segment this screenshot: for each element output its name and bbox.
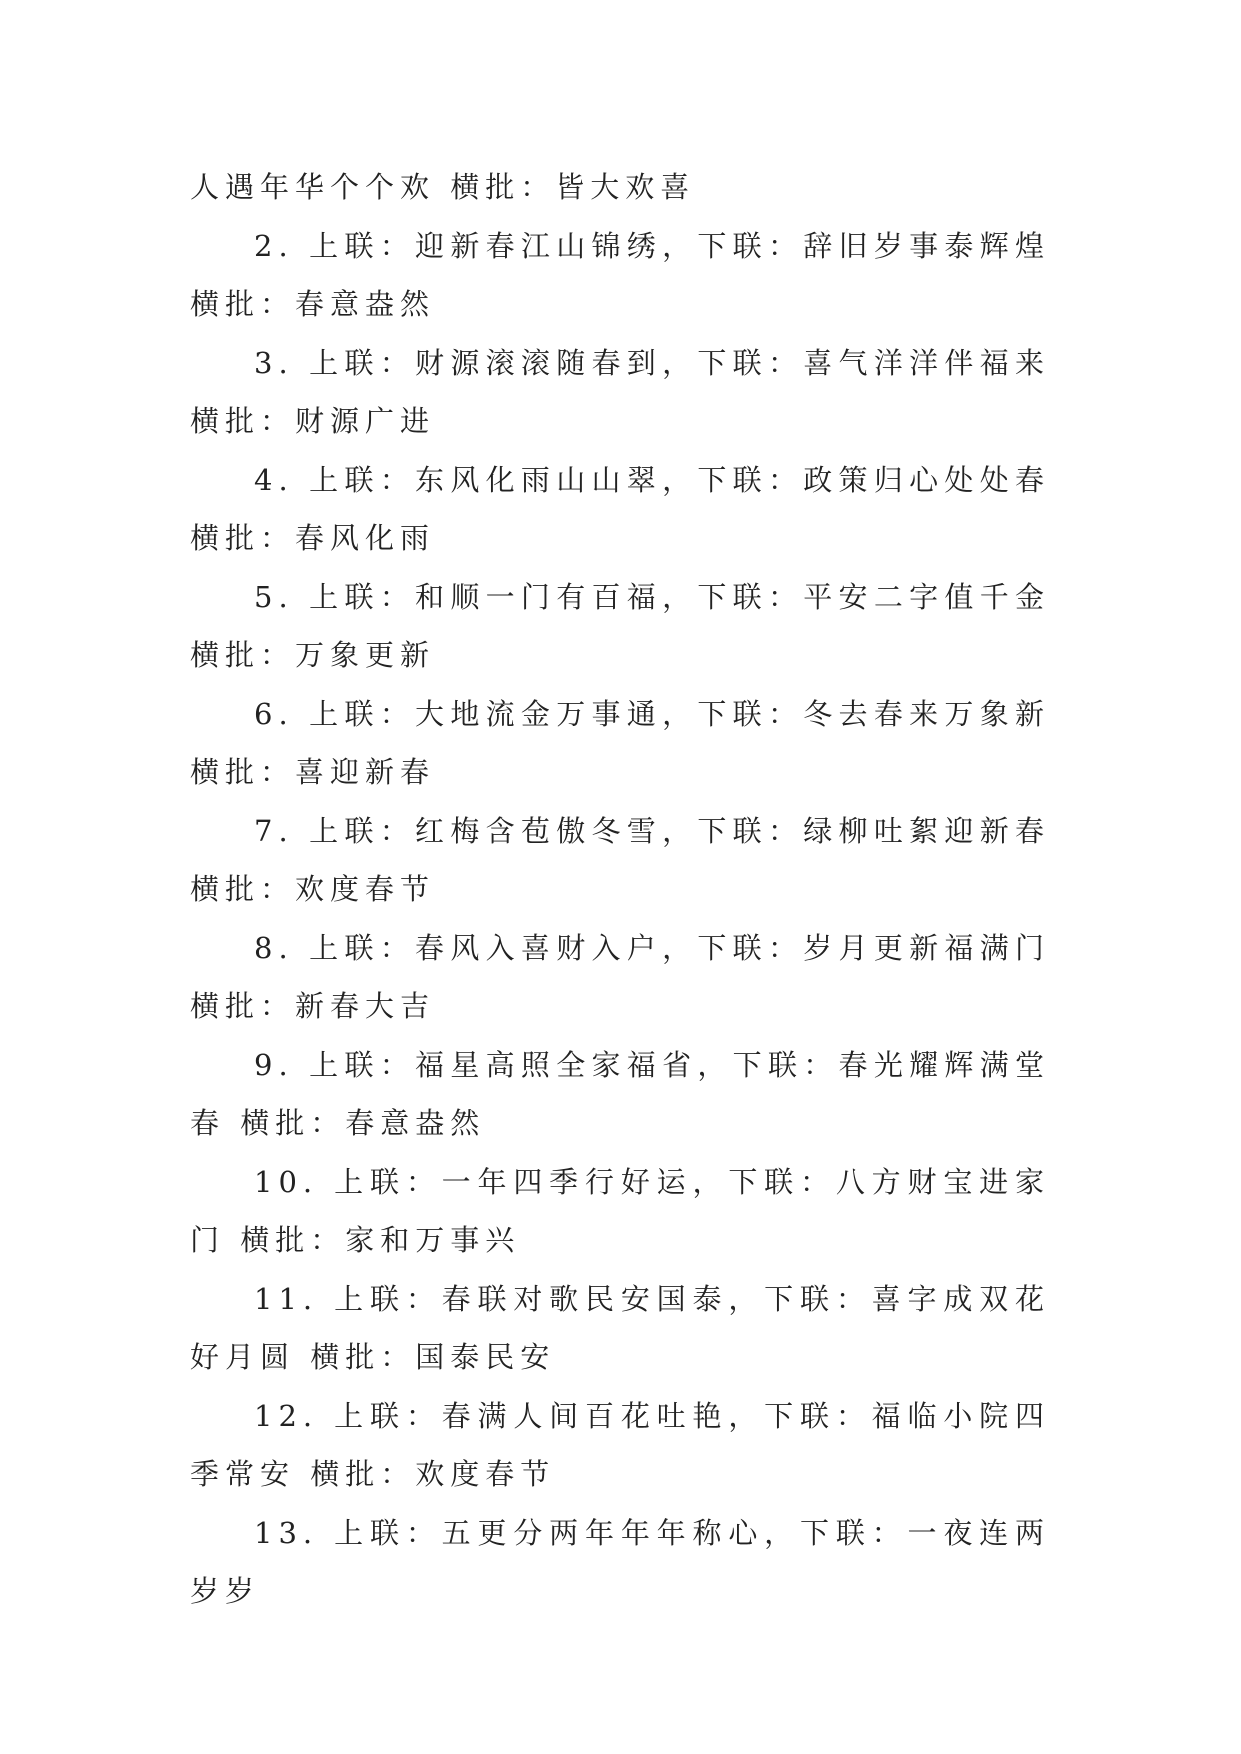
couplet-item-2: 2. 上联：迎新春江山锦绣，下联：辞旧岁事泰辉煌 横批：春意盎然 xyxy=(190,228,1050,321)
paragraph-continued: 人遇年华个个欢 横批：皆大欢喜 xyxy=(190,170,696,204)
couplet-item-7: 7. 上联：红梅含苞傲冬雪，下联：绿柳吐絮迎新春 横批：欢度春节 xyxy=(190,813,1050,906)
couplet-item-8: 8. 上联：春风入喜财入户，下联：岁月更新福满门 横批：新春大吉 xyxy=(190,930,1050,1023)
couplet-item-12: 12. 上联：春满人间百花吐艳，下联：福临小院四季常安 横批：欢度春节 xyxy=(190,1398,1050,1491)
couplet-item-4: 4. 上联：东风化雨山山翠，下联：政策归心处处春 横批：春风化雨 xyxy=(190,462,1050,555)
document-body xyxy=(190,158,1050,1621)
couplet-item-5: 5. 上联：和顺一门有百福，下联：平安二字值千金 横批：万象更新 xyxy=(190,579,1050,672)
couplet-item-9: 9. 上联：福星高照全家福省，下联：春光耀辉满堂春 横批：春意盎然 xyxy=(190,1047,1050,1140)
couplet-item-11: 11. 上联：春联对歌民安国泰，下联：喜字成双花好月圆 横批：国泰民安 xyxy=(190,1281,1050,1374)
couplet-item-3: 3. 上联：财源滚滚随春到，下联：喜气洋洋伴福来 横批：财源广进 xyxy=(190,345,1050,438)
couplet-item-6: 6. 上联：大地流金万事通，下联：冬去春来万象新 横批：喜迎新春 xyxy=(190,696,1050,789)
couplet-item-10: 10. 上联：一年四季行好运，下联：八方财宝进家门 横批：家和万事兴 xyxy=(190,1164,1050,1257)
couplet-item-13: 13. 上联：五更分两年年年称心，下联：一夜连两岁岁 xyxy=(190,1515,1050,1608)
